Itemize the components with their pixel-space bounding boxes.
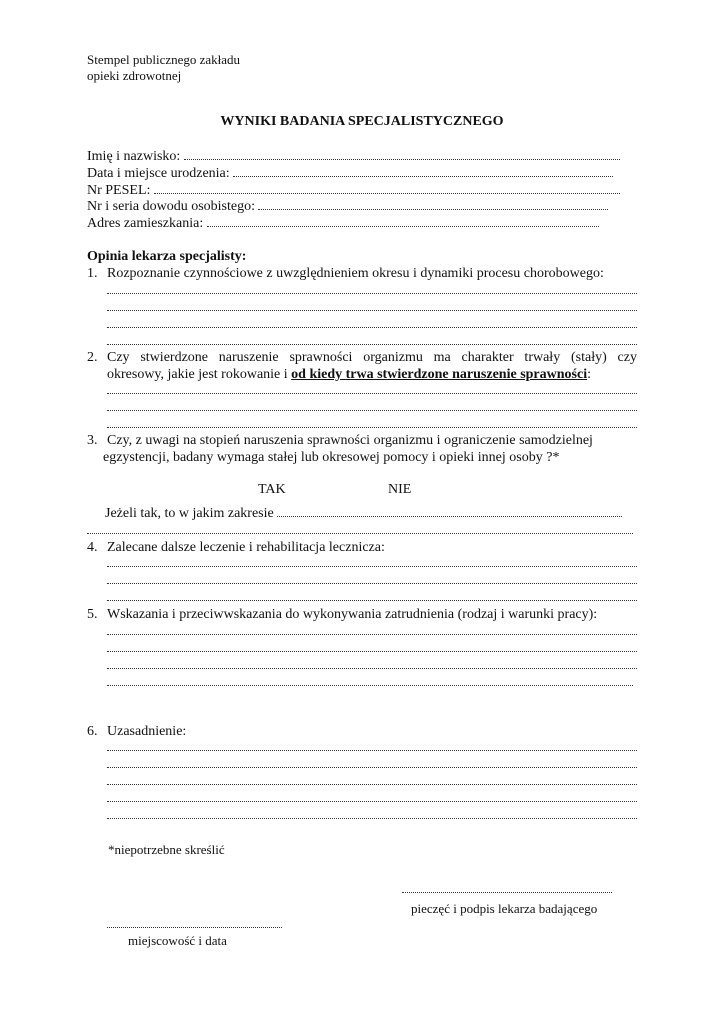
field-birth-line[interactable]: [233, 165, 613, 177]
field-name-line[interactable]: [184, 148, 620, 160]
field-id-label: Nr i seria dowodu osobistego:: [87, 199, 255, 214]
q2-line-c[interactable]: [107, 427, 637, 429]
q4-text: Zalecane dalsze leczenie i rehabilitacja lecznicza:: [107, 540, 385, 555]
q1-line-1[interactable]: [107, 293, 637, 295]
field-address-line[interactable]: [207, 215, 599, 227]
field-pesel[interactable]: [87, 182, 620, 199]
q4-line-3[interactable]: [107, 600, 637, 602]
option-yes[interactable]: TAK: [258, 482, 286, 497]
place-date-line[interactable]: [107, 927, 282, 928]
q3-if-yes[interactable]: [105, 505, 622, 522]
q6-line-3[interactable]: [107, 784, 637, 786]
field-birth-label: Data i miejsce urodzenia:: [87, 166, 230, 181]
page-title: WYNIKI BADANIA SPECJALISTYCZNEGO: [220, 114, 504, 129]
q5-line-3[interactable]: [107, 668, 637, 670]
q6-text: Uzasadnienie:: [107, 724, 187, 739]
footnote: *niepotrzebne skreślić: [108, 842, 225, 857]
field-pesel-label: Nr PESEL:: [87, 183, 151, 198]
q5-number: 5.: [87, 607, 98, 622]
q2-line-2-end: :: [587, 367, 591, 382]
q5-line-2[interactable]: [107, 651, 637, 653]
field-name-label: Imię i nazwisko:: [87, 149, 181, 164]
stamp-line-1: Stempel publicznego zakładu: [87, 52, 241, 67]
q1-line-4[interactable]: [107, 344, 637, 346]
q2-line-b[interactable]: [107, 410, 637, 412]
q3-number: 3.: [87, 433, 98, 448]
signature-line[interactable]: [402, 892, 612, 893]
q5-text: Wskazania i przeciwwskazania do wykonywania zatrudnienia (rodzaj i warunki pracy):: [107, 607, 598, 622]
q2-number: 2.: [87, 350, 98, 365]
q4-line-2[interactable]: [107, 583, 637, 585]
q1-number: 1.: [87, 266, 98, 281]
q6-line-1[interactable]: [107, 750, 637, 752]
field-id-line[interactable]: [258, 198, 608, 210]
q3-line-2: egzystencji, badany wymaga stałej lub okresowej pomocy i opieki innej osoby ?*: [103, 450, 560, 465]
q3-line-1: Czy, z uwagi na stopień naruszenia sprawności organizmu i ograniczenie samodzielnej: [107, 433, 593, 448]
q5-line-1[interactable]: [107, 634, 637, 636]
q1-line-2[interactable]: [107, 310, 637, 312]
q6-line-2[interactable]: [107, 767, 637, 769]
q6-line-5[interactable]: [107, 818, 637, 820]
q3-line-extra[interactable]: [87, 533, 633, 535]
opinion-heading: Opinia lekarza specjalisty:: [87, 249, 247, 264]
q3-if-yes-label: Jeżeli tak, to w jakim zakresie: [105, 506, 274, 521]
q6-number: 6.: [87, 724, 98, 739]
field-birth[interactable]: [87, 165, 613, 182]
field-name[interactable]: [87, 148, 620, 165]
q1-line-3[interactable]: [107, 327, 637, 329]
q6-line-4[interactable]: [107, 801, 637, 803]
q4-line-1[interactable]: [107, 566, 637, 568]
q2-line-2: [107, 366, 591, 383]
q2-line-1: Czy stwierdzone naruszenie sprawności organizmu ma charakter trwały (stały) czy: [107, 350, 637, 365]
q3-if-yes-line[interactable]: [277, 505, 622, 517]
option-no[interactable]: NIE: [388, 482, 412, 497]
q2-line-2-plain: okresowy, jakie jest rokowanie i: [107, 367, 292, 382]
field-address[interactable]: [87, 215, 599, 232]
q2-line-a[interactable]: [107, 393, 637, 395]
place-date-label: miejscowość i data: [128, 933, 227, 948]
stamp-line-2: opieki zdrowotnej: [87, 68, 182, 83]
q1-text: Rozpoznanie czynnościowe z uwzględnieniem okresu i dynamiki procesu chorobowego:: [107, 266, 604, 281]
q5-line-4[interactable]: [107, 685, 633, 687]
signature-label: pieczęć i podpis lekarza badającego: [411, 901, 598, 916]
field-address-label: Adres zamieszkania:: [87, 216, 204, 231]
q4-number: 4.: [87, 540, 98, 555]
q2-line-2-underlined: od kiedy trwa stwierdzone naruszenie sprawności: [291, 367, 588, 382]
field-id[interactable]: [87, 198, 608, 215]
field-pesel-line[interactable]: [154, 182, 620, 194]
